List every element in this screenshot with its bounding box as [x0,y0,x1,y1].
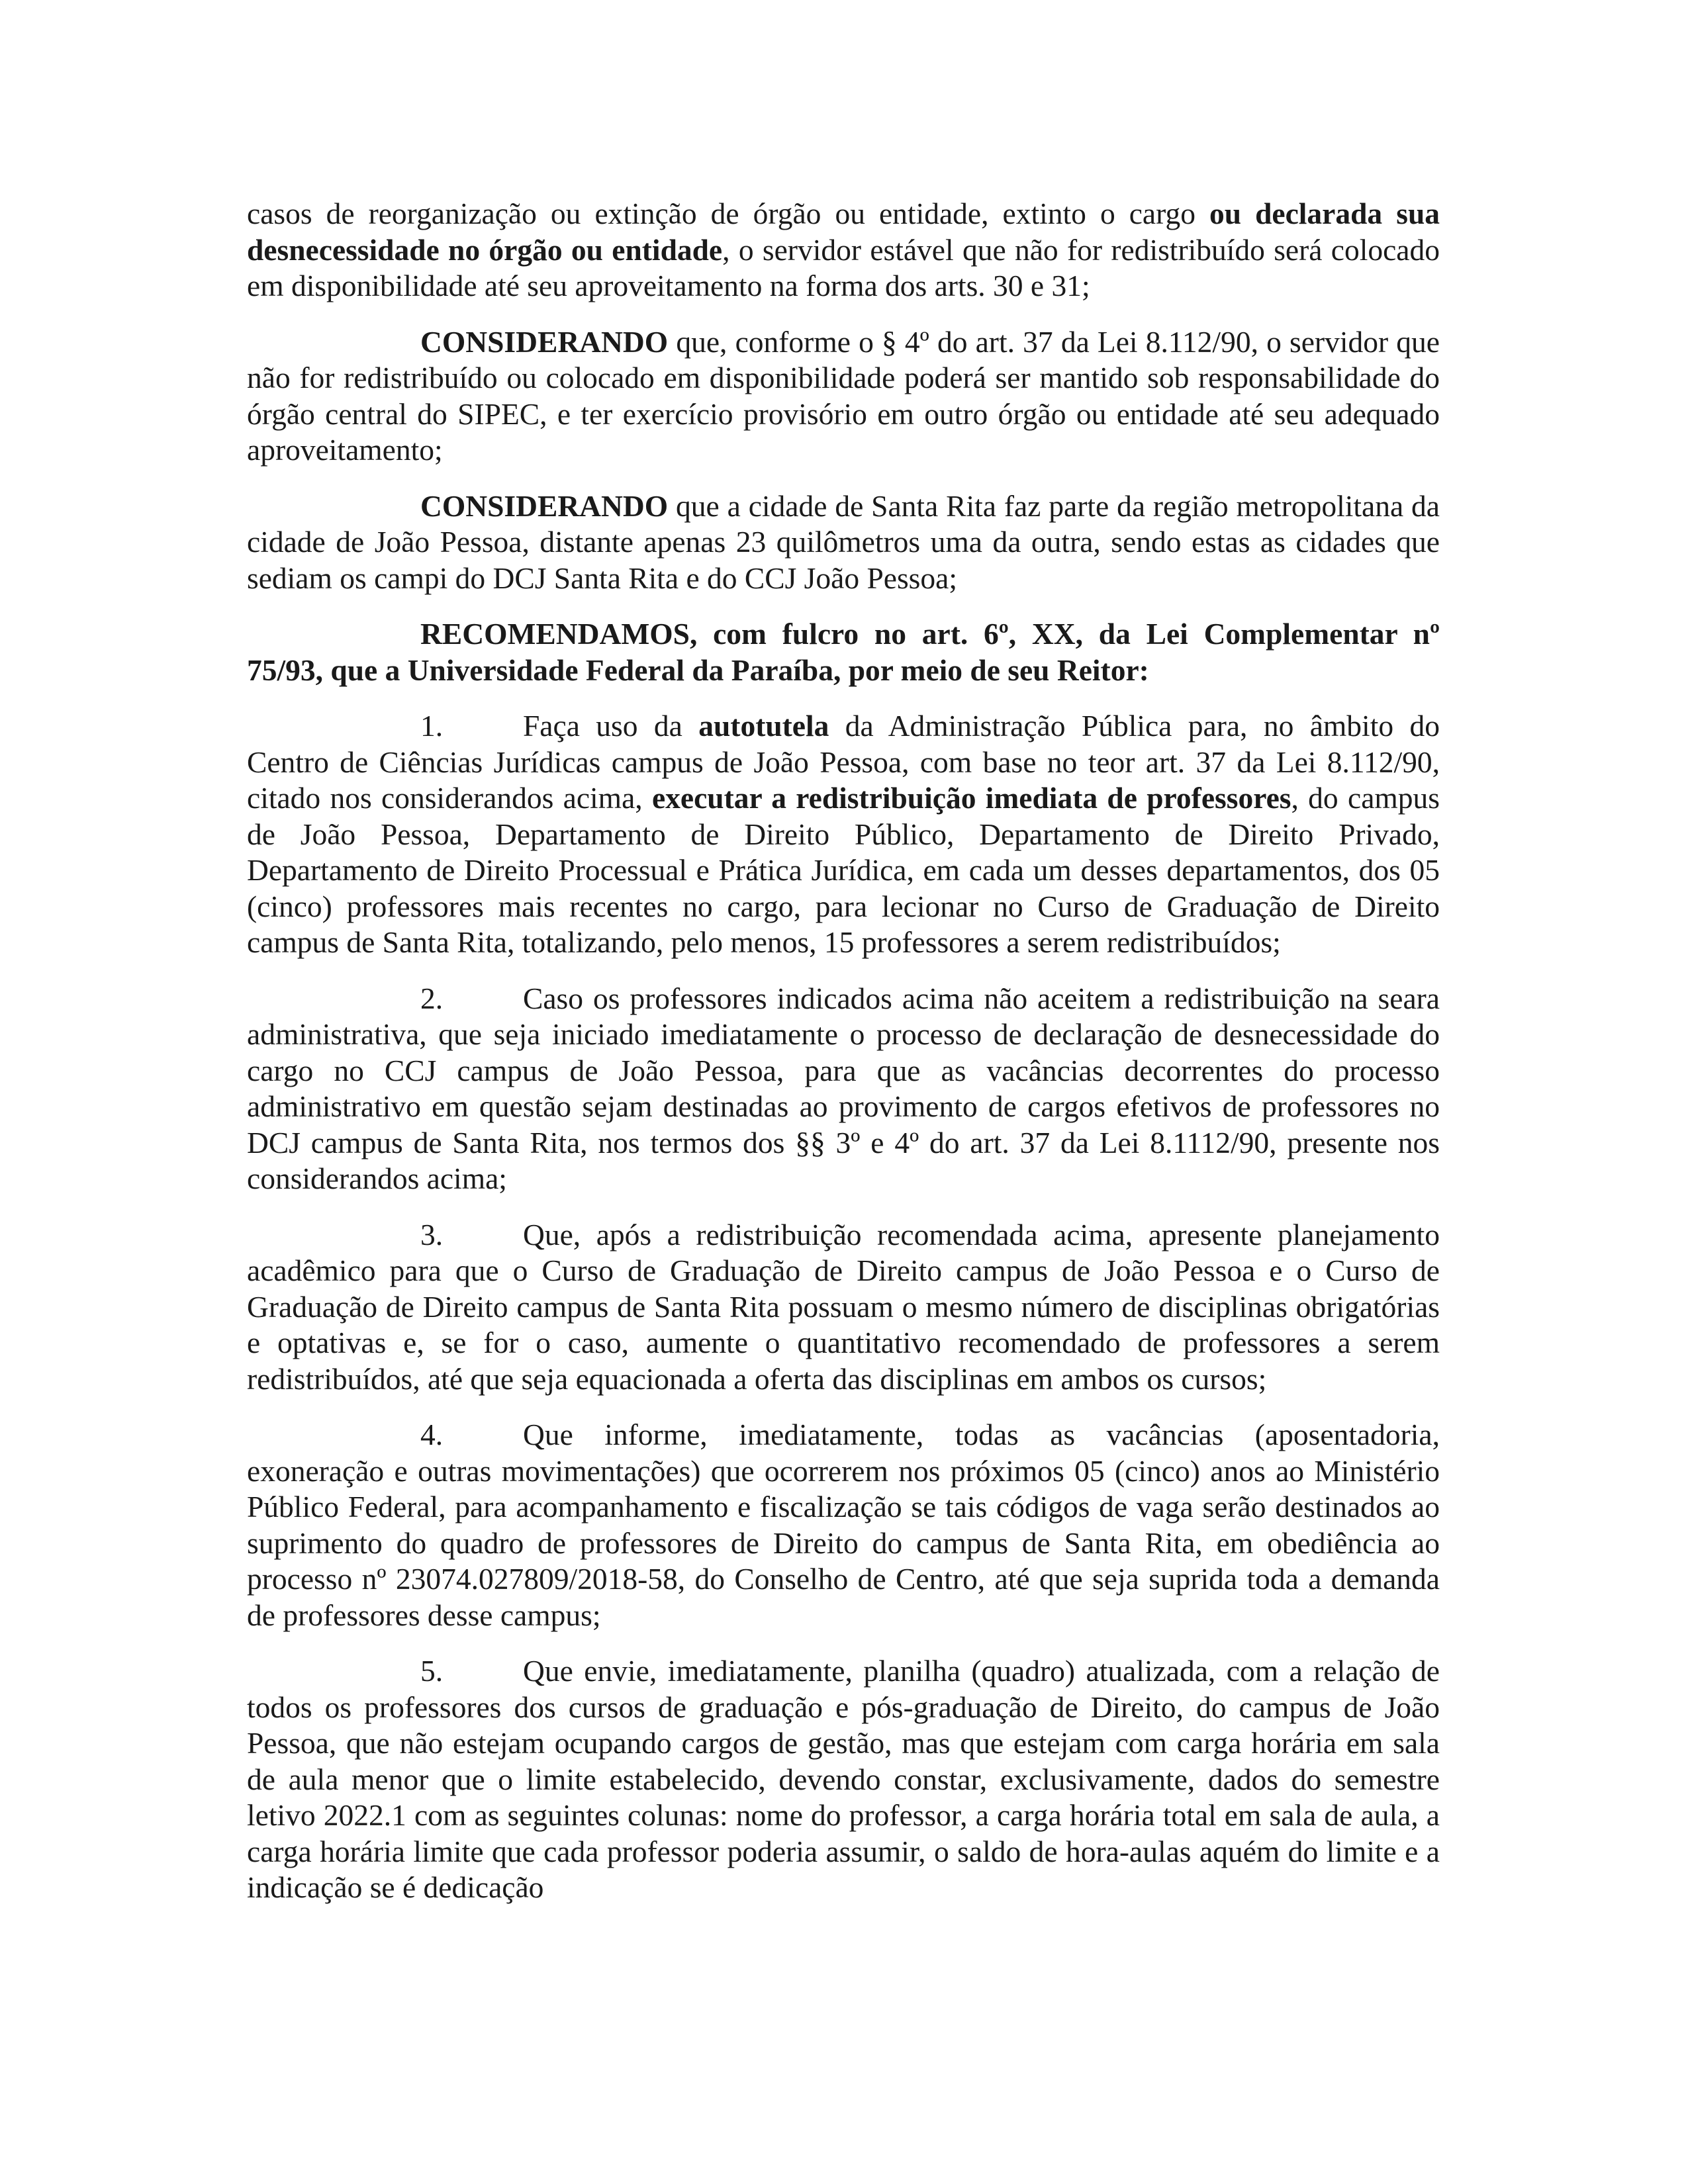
recommendation-item-3 [247,1217,1440,1398]
item-number: 1. [420,709,444,743]
item-text: Faça uso da [523,709,699,743]
paragraph-text: que, conforme o § 4º do art. 37 da Lei 8.112/90, o servidor que não for redistribuído ou colocado em disponibilidade poderá ser mantido sob responsabilidade do órgão central do SIPEC, e ter exercício provisório em outro órgão ou entidade até seu adequado aproveitamento; [247,324,1440,467]
recommendation-item-4 [247,1417,1440,1633]
bold-phrase: executar a redistribuição imediata de professores [651,781,1291,815]
item-text: Que, após a redistribuição recomendada acima, apresente planejamento acadêmico para que o Curso de Graduação de Direito campus de João Pessoa e o Curso de Graduação de Direito campus de Santa Rita possuam o mesmo número de disciplinas obrigatórias e optativas e, se for o caso, aumente o quantitativo recomendado de professores a serem redistribuídos, até que seja equacionada a oferta das disciplinas em ambos os cursos; [247,1217,1440,1396]
recommendation-item-2 [247,981,1440,1197]
bold-phrase: autotutela [698,709,829,743]
considerando-keyword: CONSIDERANDO [420,324,669,359]
item-number: 5. [420,1654,444,1688]
item-text: Caso os professores indicados acima não aceitem a redistribuição na seara administrativa, que seja iniciado imediatamente o processo de declaração de desnecessidade do cargo no CCJ campus de João Pessoa, para que as vacâncias decorrentes do processo administrativo em questão sejam destinadas ao provimento de cargos efetivos de professores no DCJ campus de Santa Rita, nos termos dos §§ 3º e 4º do art. 37 da Lei 8.1112/90, presente nos considerandos acima; [247,981,1440,1195]
item-text: , do campus de João Pessoa, Departamento de Direito Público, Departamento de Direito Privado, Departamento de Direito Processual e Prática Jurídica, em cada um desses departamentos, dos 05 (cinco) professores mais recentes no cargo, para lecionar no Curso de Graduação de Direito campus de Santa Rita, totalizando, pelo menos, 15 professores a serem redistribuídos; [247,781,1440,959]
paragraph-considerando-santa-rita [247,488,1440,597]
paragraph-art37-continuation [247,196,1440,304]
paragraph-recomendamos: RECOMENDAMOS, com fulcro no art. 6º, XX, da Lei Complementar nº 75/93, que a Universidade Federal da Paraíba, por meio de seu Reitor: [247,617,1440,687]
paragraph-text: , o servidor estável que não for redistribuído será colocado em disponibilidade até seu aproveitamento na forma dos arts. 30 e 31; [247,232,1440,302]
item-text: da Administração Pública para, no âmbito do Centro de Ciências Jurídicas campus de João Pessoa, com base no teor art. 37 da Lei 8.112/90, citado nos considerandos acima, [247,709,1440,815]
item-number: 3. [420,1217,444,1251]
paragraph-considerando-sipec [247,324,1440,469]
considerando-keyword: CONSIDERANDO [420,488,669,523]
recommendation-item-5 [247,1653,1440,1906]
item-text: Que envie, imediatamente, planilha (quadro) atualizada, com a relação de todos os professores dos cursos de graduação e pós-graduação de Direito, do campus de João Pessoa, que não estejam ocupando cargos de gestão, mas que estejam com carga horária em sala de aula menor que o limite estabelecido, devendo constar, exclusivamente, dados do semestre letivo 2022.1 com as seguintes colunas: nome do professor, a carga horária total em sala de aula, a carga horária limite que cada professor poderia assumir, o saldo de hora-aulas aquém do limite e a indicação se é dedicação [247,1654,1440,1904]
paragraph-text: casos de reorganização ou extinção de órgão ou entidade, extinto o cargo [247,197,1209,230]
recommendation-item-1 [247,708,1440,961]
paragraph-text: que a cidade de Santa Rita faz parte da região metropolitana da cidade de João Pessoa, distante apenas 23 quilômetros uma da outra, sendo estas as cidades que sediam os campi do DCJ Santa Rita e do CCJ João Pessoa; [247,488,1440,595]
item-number: 4. [420,1418,444,1451]
bold-phrase: ou declarada sua desnecessidade no órgão ou entidade [247,197,1440,267]
document-page [247,196,1440,1926]
item-number: 2. [420,981,444,1015]
item-text: Que informe, imediatamente, todas as vacâncias (aposentadoria, exoneração e outras movimentações) que ocorrerem nos próximos 05 (cinco) anos ao Ministério Público Federal, para acompanhamento e fiscalização se tais códigos de vaga serão destinados ao suprimento do quadro de professores de Direito do campus de Santa Rita, em obediência ao processo nº 23074.027809/2018-58, do Conselho de Centro, até que seja suprida toda a demanda de professores desse campus; [247,1418,1440,1632]
